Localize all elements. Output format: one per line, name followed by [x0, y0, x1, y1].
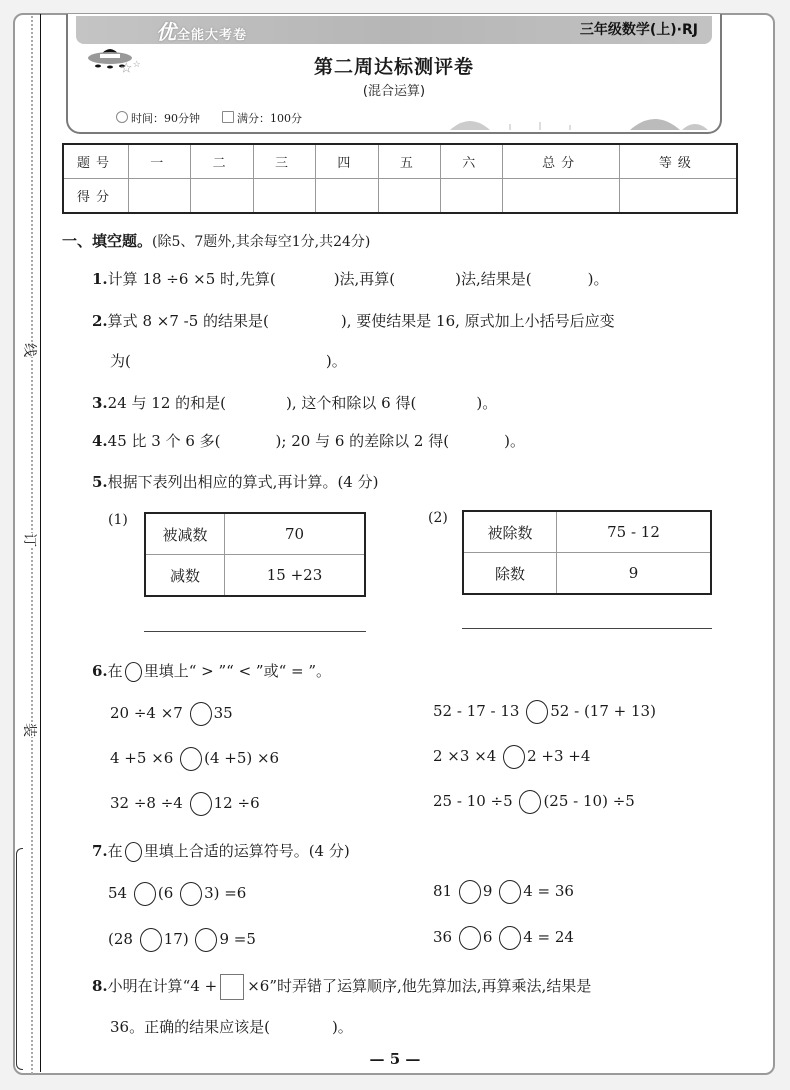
score-table-header-row: [63, 144, 737, 179]
expr-right: 2 +3 +4: [527, 747, 591, 765]
table-cell-label: 除数: [463, 553, 557, 595]
score-header-cell: 二: [191, 144, 253, 179]
section-1-heading: [62, 230, 370, 251]
score-input-cell[interactable]: [316, 179, 378, 214]
binding-solid-line: [40, 14, 41, 1072]
question-number: 5.: [92, 473, 108, 491]
score-header-cell: 六: [441, 144, 503, 179]
page-title: 第二周达标测评卷: [313, 56, 474, 78]
q6-item: [110, 702, 233, 726]
expr-left: 2 ×3 ×4: [433, 747, 497, 765]
q4-text-c: )。: [504, 432, 525, 450]
question-number: 7.: [92, 842, 108, 860]
table-row: [463, 511, 711, 553]
table-cell-value: 9: [557, 553, 712, 595]
expr-part: 6: [482, 928, 493, 946]
answer-circle[interactable]: [499, 926, 521, 950]
score-input-cell[interactable]: [129, 179, 191, 214]
q1-text-a: 计算 18 ÷6 ×5 时,先算(: [107, 270, 276, 288]
question-1: [92, 268, 609, 289]
q2-text-d: )。: [325, 352, 347, 370]
expr-right: 35: [213, 704, 233, 722]
circle-icon: [125, 842, 142, 862]
q1-text-d: )。: [587, 270, 609, 288]
q3-text-a: 24 与 12 的和是(: [107, 394, 227, 412]
q7-item: [108, 882, 246, 906]
question-number: 2.: [92, 312, 108, 330]
question-number: 8.: [92, 977, 108, 995]
score-header-cell: 五: [378, 144, 440, 179]
brand-subtitle: 全能大考卷: [177, 28, 248, 43]
answer-circle[interactable]: [180, 882, 202, 906]
page-number: — 5 —: [369, 1050, 421, 1068]
q8-text-b: ×6”时弄错了运算顺序,他先算加法,再算乘法,结果是: [247, 977, 592, 995]
hills-decoration: [450, 108, 710, 130]
answer-circle[interactable]: [519, 790, 541, 814]
expr-part: 9: [482, 882, 493, 900]
question-7: [92, 840, 350, 862]
expr-part: 4 = 36: [523, 882, 574, 900]
page-edge-tab: [16, 848, 23, 1070]
q5-answer-line-2[interactable]: [462, 628, 712, 629]
expr-left: 32 ÷8 ÷4: [110, 794, 183, 812]
answer-circle[interactable]: [195, 928, 217, 952]
q7-item: [433, 926, 574, 950]
expr-right: (4 +5) ×6: [204, 749, 280, 767]
question-number: 4.: [92, 432, 108, 450]
page-subtitle: (混合运算): [362, 84, 426, 99]
q5-table-1: [144, 512, 366, 597]
circle-icon: [125, 662, 142, 682]
expr-right: 12 ÷6: [213, 794, 260, 812]
answer-circle[interactable]: [526, 700, 548, 724]
answer-circle[interactable]: [190, 792, 212, 816]
score-row-label: 得分: [63, 179, 129, 214]
score-input-cell[interactable]: [191, 179, 253, 214]
q6-item: [433, 790, 635, 814]
expr-right: (25 - 10) ÷5: [543, 792, 635, 810]
q1-text-b: )法,再算(: [333, 270, 396, 288]
expr-left: 52 - 17 - 13: [433, 702, 520, 720]
q6-item: [433, 745, 590, 769]
q7-item: [433, 880, 574, 904]
answer-circle[interactable]: [499, 880, 521, 904]
table-row: [145, 555, 365, 597]
clock-icon: [116, 111, 128, 123]
question-2: [92, 310, 615, 331]
q7-item: [108, 928, 256, 952]
expr-part: 54: [108, 884, 128, 902]
q5-part-1-label: (1): [108, 512, 128, 528]
q2-text-c: 为(: [110, 352, 131, 370]
banner-strip: [76, 16, 712, 44]
question-number: 6.: [92, 662, 108, 680]
answer-circle[interactable]: [459, 926, 481, 950]
expr-part: 3) =6: [204, 884, 247, 902]
question-5: [92, 471, 378, 492]
header-banner: [66, 14, 722, 134]
q8-text-d: )。: [331, 1018, 353, 1036]
q6-item: [110, 747, 279, 771]
score-input-cell[interactable]: [253, 179, 315, 214]
question-3: [92, 392, 497, 413]
expr-part: (28: [108, 930, 133, 948]
expr-left: 20 ÷4 ×7: [110, 704, 183, 722]
answer-circle[interactable]: [140, 928, 162, 952]
score-info: [222, 110, 302, 126]
brand-logo: [156, 16, 247, 45]
score-table-score-row: [63, 179, 737, 214]
exam-meta: [116, 110, 302, 126]
table-cell-label: 被减数: [145, 513, 225, 555]
expr-part: 81: [433, 882, 453, 900]
q5-text: 根据下表列出相应的算式,再计算。(4 分): [107, 473, 379, 491]
stars-icon: ☆☆: [120, 60, 141, 77]
score-table: [62, 143, 738, 214]
brand-mark: 优: [156, 20, 177, 44]
q7-text-b: 里填上合适的运算符号。(4 分): [143, 842, 350, 860]
q6-item: [433, 700, 656, 724]
table-cell-value: 75 - 12: [557, 511, 712, 553]
q8-text-a: 小明在计算“4 +: [107, 977, 218, 995]
binding-char-xian: 线: [21, 343, 37, 357]
table-row: [145, 513, 365, 555]
binding-char-zhuang: 装: [21, 723, 37, 737]
section-note: (除5、7题外,其余每空1分,共24分): [152, 234, 371, 250]
q5-table-2: [462, 510, 712, 595]
time-info: [116, 110, 200, 126]
q7-text-a: 在: [107, 842, 123, 860]
question-number: 3.: [92, 394, 108, 412]
answer-circle[interactable]: [134, 882, 156, 906]
q6-item: [110, 792, 260, 816]
question-4: [92, 430, 525, 451]
table-row: [463, 553, 711, 595]
answer-circle[interactable]: [180, 747, 202, 771]
q3-text-c: )。: [476, 394, 498, 412]
score-header-cell: 三: [253, 144, 315, 179]
score-header-cell: 总分: [503, 144, 619, 179]
expr-part: (6: [157, 884, 174, 902]
score-header-cell: 题号: [63, 144, 129, 179]
expr-left: 4 +5 ×6: [110, 749, 174, 767]
q2-text-b: ), 要使结果是 16, 原式加上小括号后应变: [340, 312, 615, 330]
score-input-cell[interactable]: [441, 179, 503, 214]
q2-text-a: 算式 8 ×7 -5 的结果是(: [107, 312, 269, 330]
expr-part: 36: [433, 928, 453, 946]
expr-right: 52 - (17 + 13): [550, 702, 656, 720]
expr-part: 4 = 24: [523, 928, 574, 946]
score-header-cell: 一: [129, 144, 191, 179]
q6-text-b: 里填上“ > ”“ < ”或“ = ”。: [143, 662, 332, 680]
time-label: 时间：90分钟: [131, 112, 200, 125]
score-input-cell[interactable]: [503, 179, 619, 214]
q5-answer-line-1[interactable]: [144, 631, 366, 632]
answer-circle[interactable]: [503, 745, 525, 769]
score-input-cell[interactable]: [619, 179, 737, 214]
question-number: 1.: [92, 270, 108, 288]
q4-text-b: ); 20 与 6 的差除以 2 得(: [275, 432, 450, 450]
table-cell-label: 被除数: [463, 511, 557, 553]
q3-text-b: ), 这个和除以 6 得(: [286, 394, 417, 412]
expr-left: 25 - 10 ÷5: [433, 792, 513, 810]
score-header-cell: 等级: [619, 144, 737, 179]
table-cell-value: 70: [225, 513, 366, 555]
missing-number-box[interactable]: [220, 974, 244, 1000]
pencil-note-icon: [222, 111, 234, 123]
full-score-label: 满分：100分: [237, 112, 302, 125]
answer-circle[interactable]: [459, 880, 481, 904]
q4-text-a: 45 比 3 个 6 多(: [107, 432, 221, 450]
grade-label: 三年级数学(上)·RJ: [579, 22, 698, 38]
q5-part-2-label: (2): [428, 510, 448, 526]
question-8-cont: [110, 1016, 353, 1037]
q8-text-c: 36。正确的结果应该是(: [110, 1018, 270, 1036]
expr-part: 9 =5: [219, 930, 256, 948]
table-cell-value: 15 +23: [225, 555, 366, 597]
expr-part: 17): [163, 930, 189, 948]
table-cell-label: 减数: [145, 555, 225, 597]
question-8: [92, 974, 591, 1000]
question-2-cont: [110, 350, 347, 371]
score-header-cell: 四: [316, 144, 378, 179]
answer-circle[interactable]: [190, 702, 212, 726]
binding-char-ding: 订: [21, 533, 37, 547]
q6-text-a: 在: [107, 662, 123, 680]
q1-text-c: )法,结果是(: [455, 270, 532, 288]
question-6: [92, 660, 331, 682]
section-title: 一、填空题。: [62, 232, 153, 250]
score-input-cell[interactable]: [378, 179, 440, 214]
